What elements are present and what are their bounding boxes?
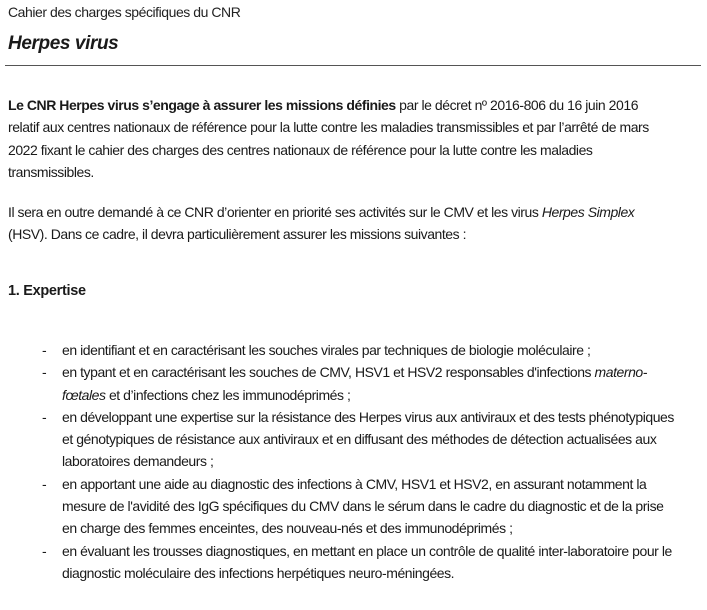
missions-list: [42, 339, 674, 584]
text: Il sera en outre demandé à ce CNR d’orienter en priorité ses activités sur le CMV et les virus: [8, 204, 542, 220]
bullet-dash: -: [42, 342, 47, 358]
bullet-dash: -: [42, 408, 47, 425]
intro-bold: Le CNR Herpes virus s’engage à assurer les missions définies: [8, 97, 396, 113]
bullet-dash: -: [42, 364, 47, 381]
text: en typant et en caractérisant les souches de CMV, HSV1 et HSV2 responsables d'infections: [62, 364, 595, 381]
list-item: [42, 339, 674, 361]
text: laboratoires demandeurs ;: [62, 453, 214, 470]
text: par le décret nº 2016-806 du 16 juin 2016: [395, 97, 639, 113]
text: (HSV). Dans ce cadre, il devra particulièrement assurer les missions suivantes :: [8, 226, 467, 243]
list-item: [42, 540, 674, 585]
text: en charge des femmes enceintes, des nouveau-nés et des immunodéprimés ;: [62, 520, 513, 537]
text: en développant une expertise sur la résistance des Herpes virus aux antiviraux et des tests phénotypiques: [62, 408, 674, 425]
text: relatif aux centres nationaux de référence pour la lutte contre les maladies transmissibles et par l’arrêté de mars: [8, 119, 649, 136]
list-item: [42, 406, 674, 473]
text-italic: materno-: [594, 364, 647, 381]
text-italic: fœtales: [62, 386, 106, 403]
bullet-dash: -: [42, 475, 47, 492]
text: et génotypiques de résistance aux antiviraux et en diffusant des méthodes de détection actualisées aux: [62, 431, 657, 448]
text: en identifiant et en caractérisant les souches virales par techniques de biologie moléculaire ;: [62, 342, 591, 358]
text: et d’infections chez les immunodéprimés ;: [105, 386, 351, 403]
text: 2022 fixant le cahier des charges des centres nationaux de référence pour la lutte contre les maladies: [8, 141, 593, 158]
section-heading: 1. Expertise: [8, 283, 86, 299]
text-italic: Herpes Simplex: [541, 204, 635, 220]
text: mesure de l'avidité des IgG spécifiques du CMV dans le sérum dans le cadre du diagnostic et de la prise: [62, 498, 664, 515]
running-header: Cahier des charges spécifiques du CNR: [8, 4, 241, 20]
text: en évaluant les trousses diagnostiques, en mettant en place un contrôle de qualité inter-laboratoire pour le: [62, 542, 672, 559]
bullet-dash: -: [42, 542, 47, 559]
text: diagnostic moléculaire des infections herpétiques neuro-méningées.: [62, 564, 455, 581]
list-item: [42, 361, 674, 406]
list-item: [42, 473, 674, 540]
page-title: Herpes virus: [8, 33, 119, 54]
priority-paragraph: [8, 201, 634, 246]
intro-paragraph: [8, 94, 649, 183]
text: transmissibles.: [8, 163, 94, 180]
title-divider: [5, 65, 701, 66]
text: en apportant une aide au diagnostic des infections à CMV, HSV1 et HSV2, en assurant notamment la: [62, 475, 647, 492]
